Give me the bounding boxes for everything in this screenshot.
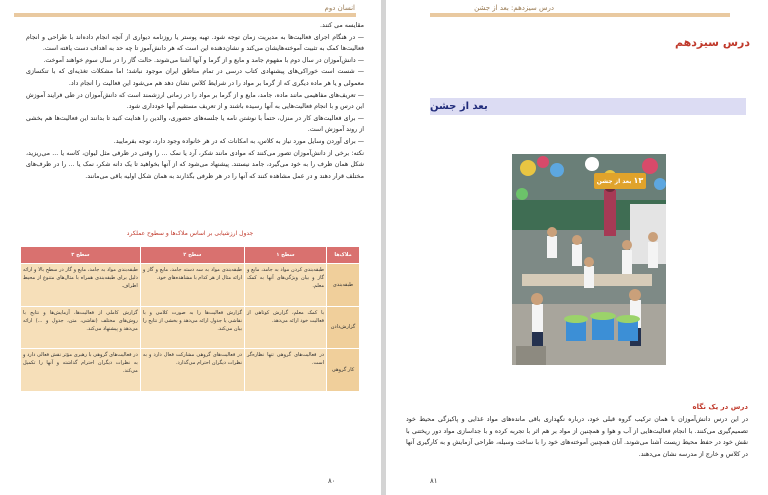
table-header-cell: ملاک‌ها [327,247,360,264]
table-header-row [21,247,360,264]
page-number: ۸۱ [430,477,438,485]
table-cell: در فعالیت‌های گروهی با رهبری مؤثر نقش فعالی دارد و به نظرات دیگران احترام گذاشته و آنها را تکمیل می‌کند. [21,349,141,392]
table-cell: گزارش کاملی از فعالیت‌ها، آزمایش‌ها و نتایج با روش‌های مختلف (نقاشی، متن، جدول و ...) ارائه می‌دهد و پیشنهاد می‌کند. [21,306,141,349]
table-row-label: کار گروهی [327,349,360,392]
paragraph: — شست است خوراکی‌های پیشنهادی کتاب درسی در تمام مناطق ایران موجود نباشد؛ اما مشکلات تغذیه‌ای که با تنکسازی معمولی و یا هر ماده دیگری که از گرما بر مواد را در شرایط کلاس نشان دهد هم می‌شود این فعالیت را انجام داد. [26,68,364,87]
table-row-label: طبقه‌بندی [327,264,360,307]
table-row [21,264,360,307]
right-page [386,0,768,495]
table-header-cell: سطح ۲ [140,247,244,264]
table-cell: گزارش فعالیت‌ها را به صورت کلامی و با نقاشی یا جدول ارائه می‌دهد و بخشی از نتایج را بیان می‌کند. [140,306,244,349]
badge-number: ۱۳ [633,176,644,185]
paragraph: — برای فعالیت‌های کار در منزل، حتماً با نوشتن نامه یا جلسه‌های حضوری، والدین را هدایت کنید تا بدانند این فعالیت‌ها هم بخشی از روند آموزش است. [26,114,364,134]
lesson-title: بعد از جشن [430,101,488,112]
table-header-cell: سطح ۳ [21,247,141,264]
table-row-label: گزارش‌دادن [327,306,360,349]
note-paragraph: نکته: برخی از دانش‌آموزان تصور می‌کنند که موادی مانند شکر، آرد یا نمک ... را وقتی در ظرفی مثل لیوان، کاسه یا ... می‌ریزید، شکل همان ظرف را به خود می‌گیرد، جامد نیستند. پیشنهاد می‌شود که از آنها بخواهید تا یک دانه شکر، نمک یا ... را در ظرف‌های مختلف قرار دهند و در عمل مشاهده کنند که آنها را در هر ظرفی بگذارند به همان شکل اولیه باقی می‌مانند. [26,149,364,180]
paragraph: — در هنگام اجرای فعالیت‌ها به مدیریت زمان توجه شود. تهیه پوستر یا روزنامه دیواری از آنچه انجام داده‌اند با طراحی و انجام فعالیت‌ها کمک به تثبیت آموخته‌هایشان می‌کند و نشان‌دهنده این است که هر دانش‌آموز تا چه حد به اهداف دست یافته است. [26,33,364,53]
header-rule [430,13,730,17]
table-cell: در فعالیت‌های گروهی تنها نظاره‌گر است. [244,349,326,392]
table-cell: در فعالیت‌های گروهی مشارکت فعال دارد و به نظرات دیگران احترام می‌گذارد. [140,349,244,392]
paragraph: — دانش‌آموزان در سال دوم با مفهوم جامد و مایع و از گرما و آنها آشنا می‌شوند. حالت گاز را در سال سوم خواهند آموخت. [43,56,364,64]
body-text [26,20,364,182]
section-text: در این درس دانش‌آموزان با همان ترکیب گروه قبلی خود، درباره نگهداری باقی مانده‌های مواد غذایی و پاکیزگی محیط خود تصمیم‌گیری می‌کنند. با انجام فعالیت‌هایی از آب و هوا و همچنین از مواد بر هم اثر با تجربه کرده و با جداسازی مواد دور ریختنی با نقش خود در حفظ محیط زیست آشنا می‌شوند. آنان همچنین آموخته‌های خود را با ساخت وسیله، طراحی آزمایش و به کارگیری آنها در کلاس و خارج از مدرسه نشان می‌دهند. [406,416,748,458]
running-header: درس سیزدهم: بعد از جشن [474,4,554,12]
table-cell: طبقه‌بندی مواد به جامد، مایع و گاز در سطح بالا و ارائه دلیل برای طبقه‌بندی همراه با مثال‌های متنوع از محیط اطراف. [21,264,141,307]
paragraph: — برای آوردن وسایل مورد نیاز به کلاس، به امکانات که در هر خانواده وجود دارد، توجه بفرمایید. [113,137,364,145]
paragraph: مقایسه می کنند. [320,22,364,29]
assessment-table [20,246,360,392]
left-page [0,0,381,495]
lesson-label: درس سیزدهم [674,36,750,49]
table-cell: با کمک معلم، گزارش کوتاهی از فعالیت خود ارائه می‌دهد. [244,306,326,349]
table-cell: طبقه‌بندی کردن مواد به جامد، مایع و گاز و بیان ویژگی‌های آنها به کمک معلم. [244,264,326,307]
running-header: انسان دوم [324,4,355,12]
table-row [21,349,360,392]
page-number: ۸۰ [328,477,336,485]
table-cell: طبقه‌بندی مواد به سه دسته جامد، مایع و گاز و ارائه مثال از هر کدام با مشاهده‌های خود. [140,264,244,307]
table-row [21,306,360,349]
header-rule [14,13,356,17]
table-header-cell: سطح ۱ [244,247,326,264]
badge-title: بعد از جشن [596,178,632,185]
lesson-badge-text [594,173,646,189]
section-title: درس در یک نگاه [692,403,748,411]
classroom-photo [512,154,666,365]
table-title: جدول ارزشیابی بر اساس ملاک‌ها و سطوح عملکرد [126,230,254,237]
paragraph: — تعریف‌های مفاهیمی مانند ماده، جامد، مایع و از گرما بر مواد را در زمانی ارزشمند است که دانش‌آموزان در طی فرایند آموزش این درس و با انجام فعالیت‌هایی به آنها رسیده باشند و از تعریف مستقیم آنها خودداری شود. [26,91,364,111]
